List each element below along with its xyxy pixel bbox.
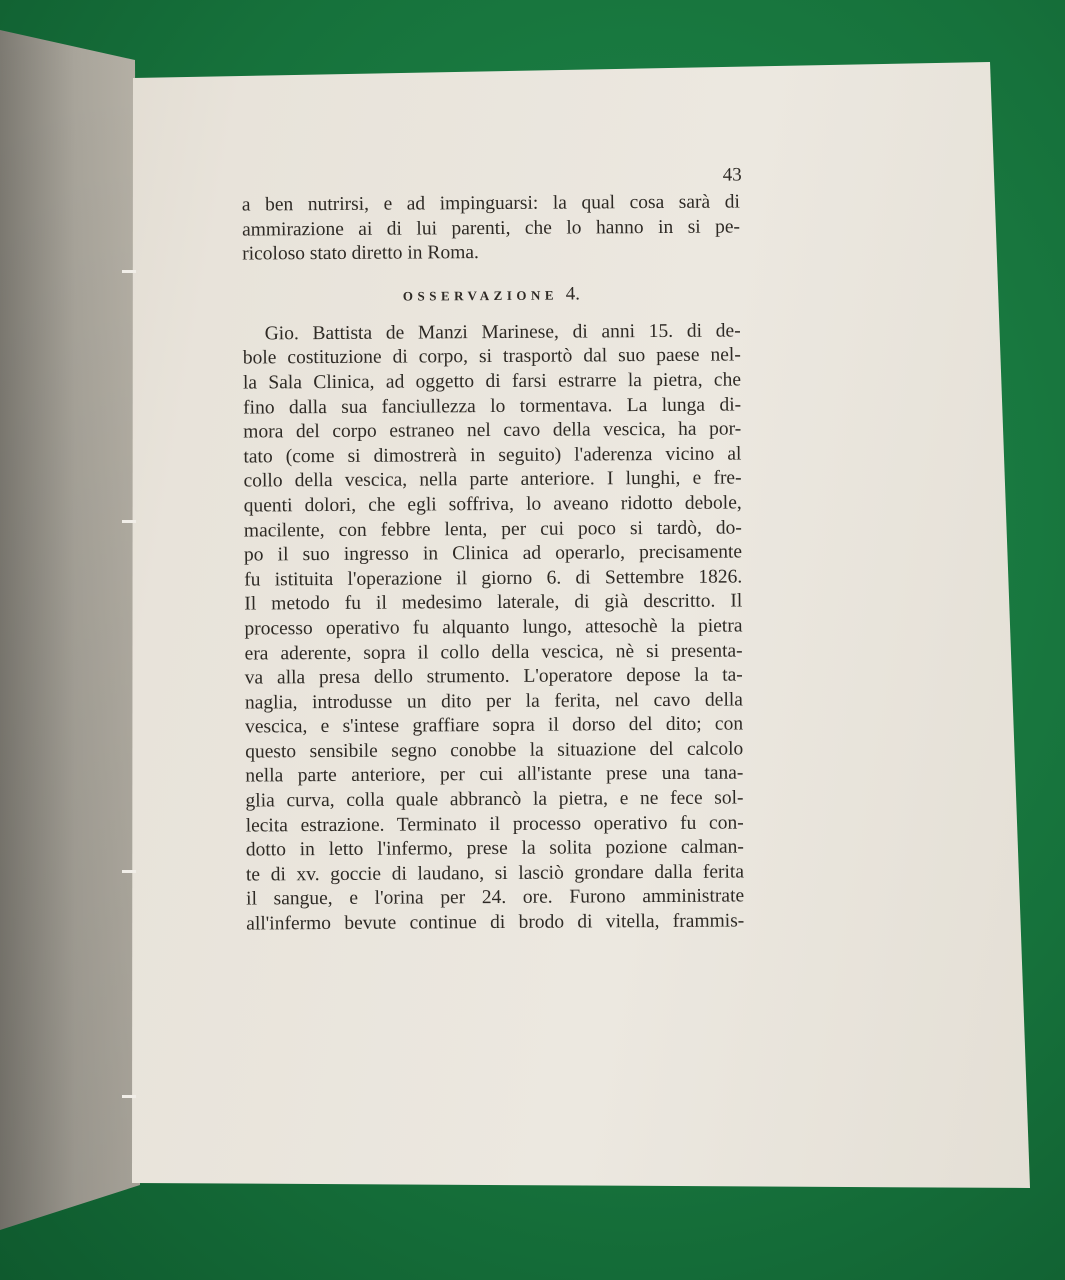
text-line: lecita estrazione. Terminato il processo operativo fu con- (245, 812, 744, 837)
text-line: bole costituzione di corpo, si trasportò dal suo paese nel- (242, 344, 741, 369)
text-line: mora del corpo estraneo nel cavo della vescica, ha por- (243, 418, 742, 443)
text-line: naglia, introdusse un dito per la ferita, nel cavo della (244, 689, 743, 714)
binding-stitch (122, 1095, 136, 1098)
text-line: tato (come si dimostrerà in seguito) l'aderenza vicino al (243, 443, 742, 468)
text-line: fu istituita l'operazione il giorno 6. di Settembre 1826. (244, 566, 743, 591)
text-line: vescica, e s'intese graffiare sopra il dorso del dito; con (245, 713, 744, 738)
text-line: glia curva, colla quale abbrancò la pietra, e ne fece sol- (245, 787, 744, 812)
text-line: ricoloso stato diretto in Roma. (242, 242, 479, 265)
text-line: a ben nutrirsi, e ad impinguarsi: la qual cosa sarà di (241, 191, 740, 216)
text-line: ammirazione ai di lui parenti, che lo hanno in si pe- (241, 216, 741, 241)
text-line: fino dalla sua fanciullezza lo tormentava. La lunga di- (243, 394, 742, 419)
text-line: Il metodo fu il medesimo laterale, di già descritto. Il (244, 590, 743, 615)
text-line: processo operativo fu alquanto lungo, attesochè la pietra (244, 615, 743, 640)
intro-paragraph (242, 190, 740, 267)
text-line: all'infermo bevute continue di brodo di vitella, frammis- (246, 910, 745, 935)
text-line: quenti dolori, che egli soffriva, lo aveano ridotto debole, (243, 492, 742, 517)
text-line: questo sensibile segno conobbe la situazione del calcolo (245, 738, 744, 763)
text-line: Gio. Battista de Manzi Marinese, di anni 15. di de- (264, 320, 741, 345)
page-text (242, 164, 745, 937)
section-heading (242, 266, 740, 322)
text-line: era aderente, sopra il collo della vescica, nè si presenta- (244, 639, 743, 665)
binding-stitch (122, 270, 136, 273)
text-line: va alla presa dello strumento. L'operatore depose la ta- (244, 664, 743, 689)
binding-stitch (122, 870, 136, 873)
text-line: te di xv. goccie di laudano, si lasciò grondare dalla ferita (245, 861, 745, 886)
left-page (0, 0, 150, 1280)
binding-stitch (122, 520, 136, 523)
page-number: 43 (722, 164, 742, 186)
text-line: collo della vescica, nella parte anteriore. I lunghi, e fre- (243, 467, 742, 492)
heading-number: 4. (565, 283, 581, 305)
text-line: la Sala Clinica, ad oggetto di farsi estrarre la pietra, che (242, 369, 742, 394)
text-line: macilente, con febbre lenta, per cui poco si tardò, do- (243, 517, 742, 542)
body-paragraph (243, 319, 745, 937)
heading-label: OSSERVAZIONE (402, 287, 559, 304)
text-line: il sangue, e l'orina per 24. ore. Furono amministrate (246, 885, 745, 910)
text-line: nella parte anteriore, per cui all'istante prese una tana- (245, 762, 744, 787)
text-line: dotto in letto l'infermo, prese la solita pozione calman- (245, 836, 744, 861)
text-line: po il suo ingresso in Clinica ad operarlo, precisamente (243, 541, 743, 566)
